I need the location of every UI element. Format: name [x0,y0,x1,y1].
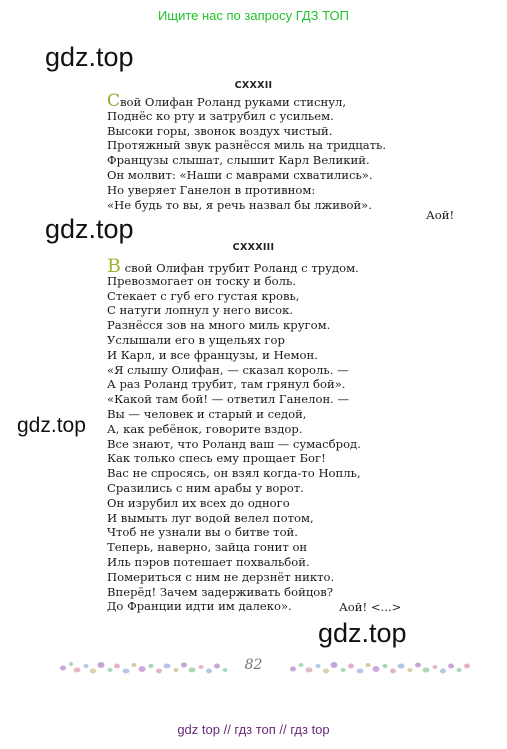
top-banner[interactable]: Ищите нас по запросу ГДЗ ТОП [158,8,349,23]
verse-line: А, как ребёнок, говорите вздор. [107,421,303,436]
verse-line: Но уверяет Ганелон в противном: [107,182,316,197]
verse-line-text: вой Олифан Роланд руками стиснул, [120,95,347,109]
verse-line: Услышали его в ущельях гор [107,332,285,347]
verse-line: Теперь, наверно, зайца гонит он [107,540,308,555]
verse-line: Сразились с ним арабы у ворот. [107,480,304,495]
verse-line: И Карл, и все французы, и Немон. [107,347,318,362]
verse-line: Высоки горы, звонок воздух чистый. [107,123,333,138]
verse-line: Вы — человек и старый и седой, [107,406,307,421]
verse-line: Протяжный звук разнёсся миль на тридцать. [107,138,387,153]
verse-line: Как только спесь ему прощает Бог! [107,451,326,466]
watermark: gdz.top [17,414,86,437]
verse-line: Чтоб не узнали вы о битве той. [107,525,298,540]
verse-line: Французы слышат, слышит Карл Великий. [107,153,370,168]
bottom-banner[interactable]: gdz top // гдз топ // гдз top [177,722,330,737]
verse-line-first [107,255,467,277]
verse-line-first [107,91,467,111]
verse-line: «Не будь то вы, я речь назвал бы лживой». [107,197,372,212]
verse-line: «Я слышу Олифан, — сказал король. — [107,362,349,377]
verse-line: Вперёд! Зачем задерживать бойцов? [107,584,334,599]
stanza-2 [107,255,467,614]
watermark: gdz.top [45,42,134,72]
verse-line: Вас не спросясь, он взял когда-то Нопль, [107,466,361,481]
verse-line: Стекает с губ его густая кровь, [107,288,300,303]
watermark: gdz.top [45,214,134,244]
verse-line-text: свой Олифан трубит Роланд с трудом. [120,261,359,275]
verse-line: Поднёс ко рту и затрубил с усильем. [107,108,334,123]
verse-line: Он молвит: «Наши с маврами схватились». [107,167,373,182]
page-number: 82 [244,657,263,673]
refrain-ending: Аой! <...> [339,600,402,614]
verse-line: И вымыть луг водой велел потом, [107,510,314,525]
verse-line: «Какой там бой! — ответил Ганелон. — [107,392,350,407]
verse-line: Он изрубил их всех до одного [107,495,290,510]
stanza-title-1: CXXXII [234,80,273,91]
stanza-1 [107,91,467,212]
verse-line: А раз Роланд трубит, там грянул бой». [107,377,346,392]
verse-line: Помериться с ним не дерзнёт никто. [107,569,335,584]
verse-line: Все знают, что Роланд ваш — сумасброд. [107,436,361,451]
dropcap: В [107,255,121,277]
refrain-ending: Аой! [426,208,455,222]
verse-line: С натуги лопнул у него висок. [107,303,294,318]
verse-line: Разнёсся зов на много миль кругом. [107,318,331,333]
verse-line: Иль пэров потешает похвальбой. [107,554,310,569]
watermark: gdz.top [318,618,407,648]
verse-line: Превозмогает он тоску и боль. [107,273,296,288]
verse-line: До Франции идти им далеко». [107,599,292,614]
dropcap: С [107,91,121,111]
stanza-title-2: CXXXIII [232,242,275,253]
